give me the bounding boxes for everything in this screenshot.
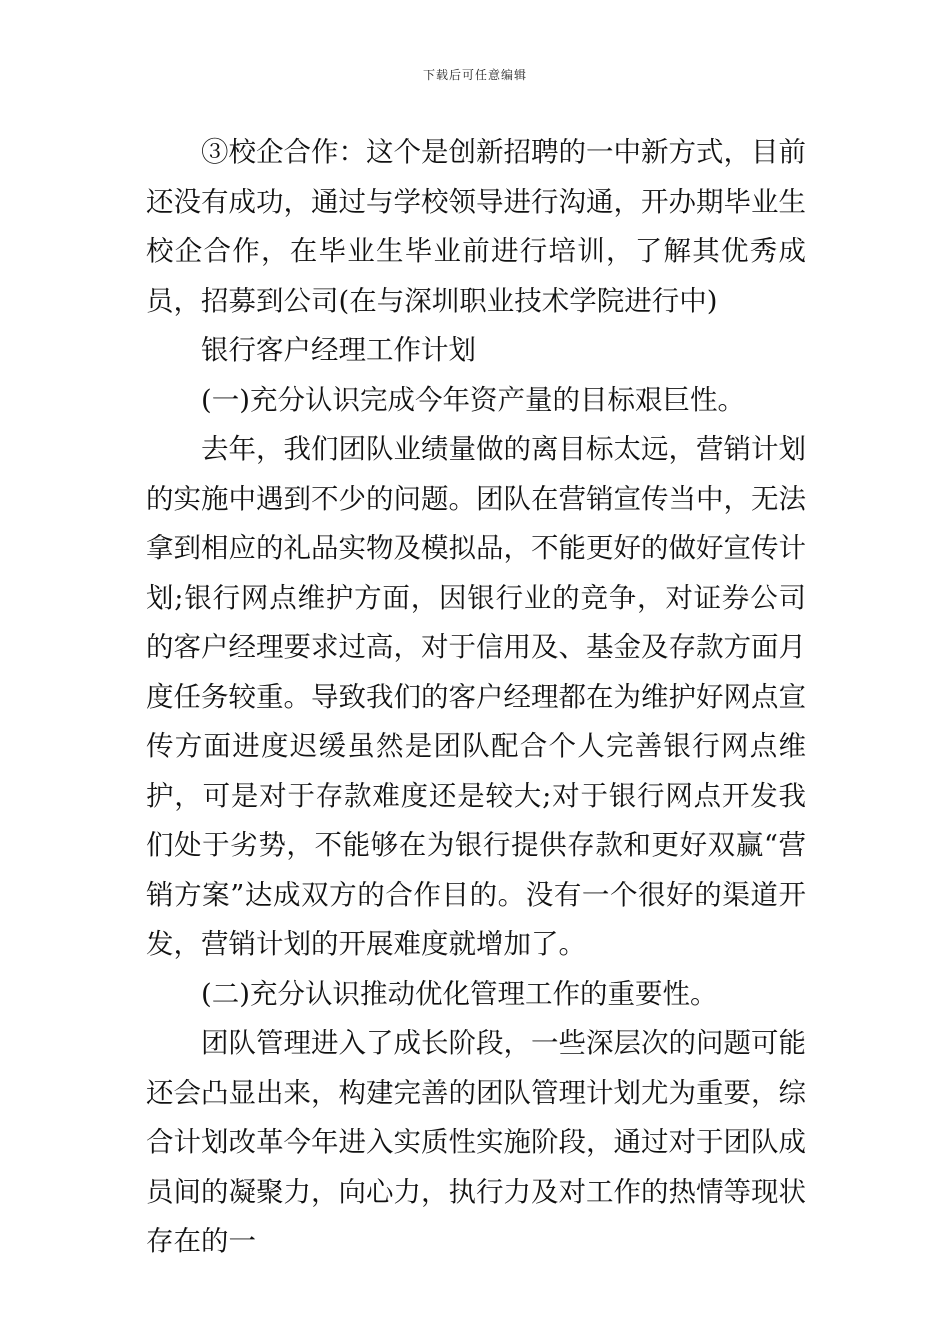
subheading-2: (二)充分认识推动优化管理工作的重要性。 [201, 977, 718, 1010]
header-note: 下载后可任意编辑 [422, 68, 527, 82]
paragraph-team-management: 团队管理进入了成长阶段，一些深层次的问题可能还会凸显出来，构建完善的团队管理计划尤为重要，综合计划改革今年进入实质性实施阶段，通过对于团队成员间的凝聚力，向心力，执行力及对工作的热情等现状存在的一 [146, 1027, 806, 1257]
section-title: 银行客户经理工作计划 [201, 334, 476, 366]
document-body [146, 128, 806, 1267]
subheading-1: (一)充分认识完成今年资产量的目标艰巨性。 [201, 383, 745, 416]
paragraph-school-enterprise: ③校企合作：这个是创新招聘的一中新方式，目前还没有成功，通过与学校领导进行沟通，开办期毕业生校企合作，在毕业生毕业前进行培训，了解其优秀成员，招募到公司(在与深圳职业技术学院进行中) [146, 136, 806, 317]
paragraph-last-year-review: 去年，我们团队业绩量做的离目标太远，营销计划的实施中遇到不少的问题。团队在营销宣传当中，无法拿到相应的礼品实物及模拟品，不能更好的做好宣传计划;银行网点维护方面，因银行业的竞争，对证券公司的客户经理要求过高，对于信用及、基金及存款方面月度任务较重。导致我们的客户经理都在为维护好网点宣传方面进度迟缓虽然是团队配合个人完善银行网点维护，可是对于存款难度还是较大;对于银行网点开发我们处于劣势，不能够在为银行提供存款和更好双赢“营销方案”达成双方的合作目的。没有一个很好的渠道开发，营销计划的开展难度就增加了。 [146, 433, 806, 960]
